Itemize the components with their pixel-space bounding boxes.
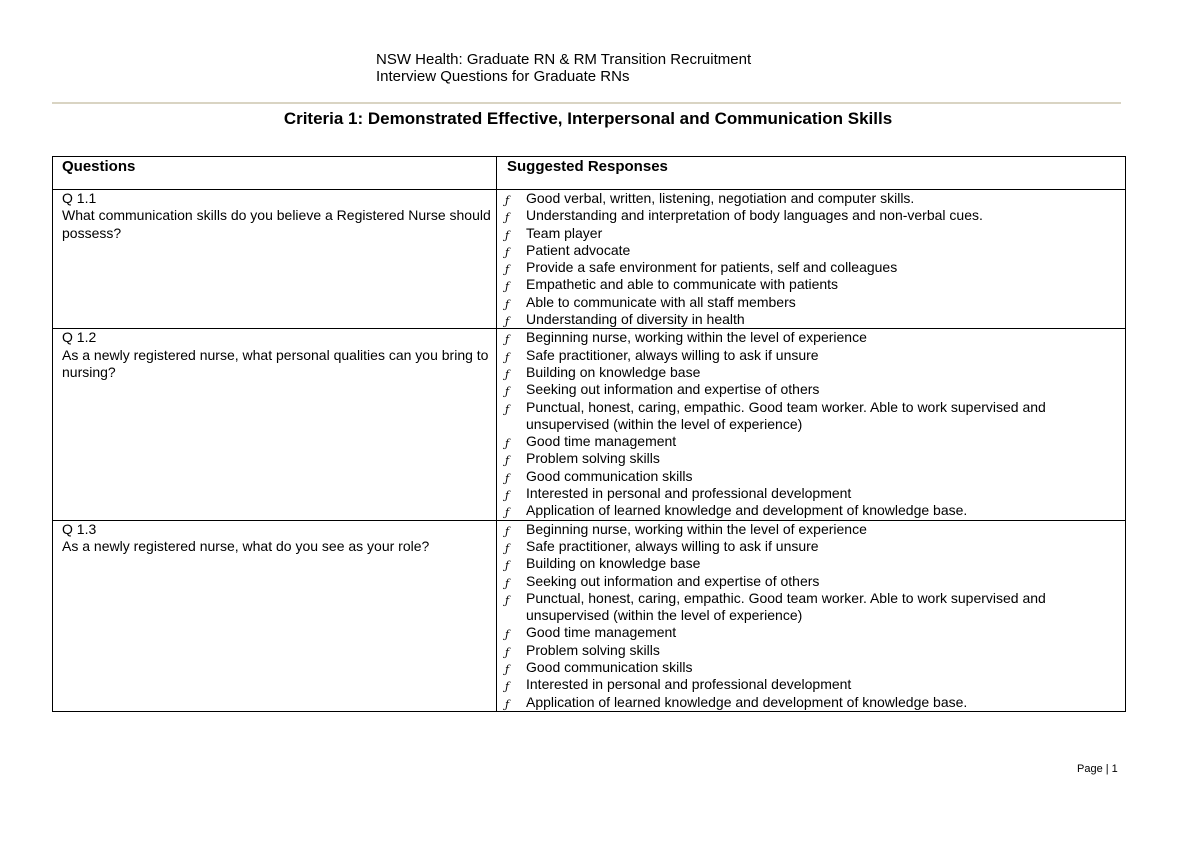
page-number: Page | 1 [1077,763,1118,775]
question-cell [53,190,497,329]
bullet-icon: ƒ [505,245,510,259]
response-text: Understanding and interpretation of body languages and non-verbal cues. [526,207,983,224]
response-text: Good communication skills [526,467,693,484]
response-text: Building on knowledge base [526,555,701,572]
response-text: Able to communicate with all staff members [526,293,796,310]
response-text: Application of learned knowledge and development of knowledge base. [526,502,968,519]
response-item [505,242,1125,259]
response-text: Interested in personal and professional development [526,676,852,693]
response-item [505,521,1125,538]
bullet-icon: ƒ [505,697,510,711]
bullet-icon: ƒ [505,437,510,451]
response-text: Safe practitioner, always willing to ask if unsure [526,346,819,363]
question-cell [53,329,497,520]
bullet-icon: ƒ [505,576,510,590]
response-text: Punctual, honest, caring, empathic. Good team worker. Able to work supervised and unsupervised (within the level of experience) [526,589,1046,624]
response-text: Problem solving skills [526,641,660,658]
bullet-icon: ƒ [505,559,510,573]
responses-cell [497,190,1126,329]
response-item [505,207,1125,224]
bullet-icon: ƒ [505,471,510,485]
header-divider [52,102,1121,104]
responses-cell [497,329,1126,520]
response-item [505,329,1125,346]
table-row [53,190,1126,329]
question-number: Q 1.3 [62,520,97,537]
question-text: As a newly registered nurse, what do you see as your role? [62,537,430,554]
response-text: Team player [526,224,603,241]
response-text: Patient advocate [526,241,631,258]
response-item [505,450,1125,467]
response-item [505,347,1125,364]
response-text: Application of learned knowledge and development of knowledge base. [526,693,968,710]
bullet-icon: ƒ [505,541,510,555]
response-text: Empathetic and able to communicate with patients [526,276,839,293]
response-text: Provide a safe environment for patients, self and colleagues [526,259,898,276]
table-header-row [53,157,1126,190]
table-body [53,190,1126,712]
header-title: NSW Health: Graduate RN & RM Transition Recruitment [376,51,752,68]
question-number: Q 1.2 [62,329,97,346]
response-item [505,381,1125,398]
response-list [497,329,1125,519]
document-header [376,51,751,85]
response-text: Building on knowledge base [526,363,701,380]
response-item [505,538,1125,555]
column-header-responses: Suggested Responses [497,157,1126,190]
bullet-icon: ƒ [505,489,510,503]
bullet-icon: ƒ [505,628,510,642]
response-item [505,399,1125,434]
table-row [53,520,1126,711]
response-text: Problem solving skills [526,450,660,467]
response-text: Punctual, honest, caring, empathic. Good team worker. Able to work supervised and unsupervised (within the level of experience) [526,398,1046,432]
response-item [505,573,1125,590]
response-item [505,555,1125,572]
bullet-icon: ƒ [505,402,510,416]
bullet-icon: ƒ [505,280,510,294]
response-item [505,502,1125,519]
response-item [505,433,1125,450]
response-item [505,311,1125,328]
bullet-icon: ƒ [505,350,510,364]
bullet-icon: ƒ [505,211,510,225]
response-item [505,259,1125,276]
question-text: What communication skills do you believe a Registered Nurse should possess? [62,207,491,241]
questions-table [52,156,1126,712]
response-item [505,468,1125,485]
bullet-icon: ƒ [505,297,510,311]
bullet-icon: ƒ [505,663,510,677]
column-header-questions: Questions [53,157,497,190]
response-item [505,294,1125,311]
response-item [505,190,1125,207]
bullet-icon: ƒ [505,524,510,538]
response-text: Beginning nurse, working within the level of experience [526,520,867,537]
response-item [505,225,1125,242]
question-text: As a newly registered nurse, what personal qualities can you bring to nursing? [62,346,489,380]
bullet-icon: ƒ [505,593,510,607]
question-number: Q 1.1 [62,190,97,206]
bullet-icon: ƒ [505,645,510,659]
bullet-icon: ƒ [505,367,510,381]
bullet-icon: ƒ [505,506,510,520]
criteria-title: Criteria 1: Demonstrated Effective, Interpersonal and Communication Skills [283,109,893,128]
response-text: Seeking out information and expertise of others [526,572,820,589]
response-text: Good verbal, written, listening, negotiation and computer skills. [526,190,915,206]
response-item [505,642,1125,659]
response-text: Safe practitioner, always willing to ask if unsure [526,537,819,554]
response-text: Good time management [526,433,677,450]
bullet-icon: ƒ [505,315,510,329]
header-subtitle: Interview Questions for Graduate RNs [376,68,630,85]
response-text: Beginning nurse, working within the level of experience [526,329,867,346]
response-item [505,659,1125,676]
response-item [505,364,1125,381]
bullet-icon: ƒ [505,263,510,277]
response-text: Good communication skills [526,659,693,676]
bullet-icon: ƒ [505,333,510,347]
bullet-icon: ƒ [505,228,510,242]
response-item [505,624,1125,641]
response-text: Interested in personal and professional development [526,485,852,502]
response-list [497,190,1125,328]
response-text: Understanding of diversity in health [526,311,745,328]
response-text: Good time management [526,624,677,641]
bullet-icon: ƒ [505,454,510,468]
response-list [497,521,1125,711]
bullet-icon: ƒ [505,680,510,694]
bullet-icon: ƒ [505,194,510,207]
response-item [505,590,1125,625]
response-item [505,694,1125,711]
response-text: Seeking out information and expertise of others [526,381,820,398]
question-cell [53,520,497,711]
bullet-icon: ƒ [505,385,510,399]
response-item [505,676,1125,693]
responses-cell [497,520,1126,711]
table-row [53,329,1126,520]
response-item [505,276,1125,293]
response-item [505,485,1125,502]
